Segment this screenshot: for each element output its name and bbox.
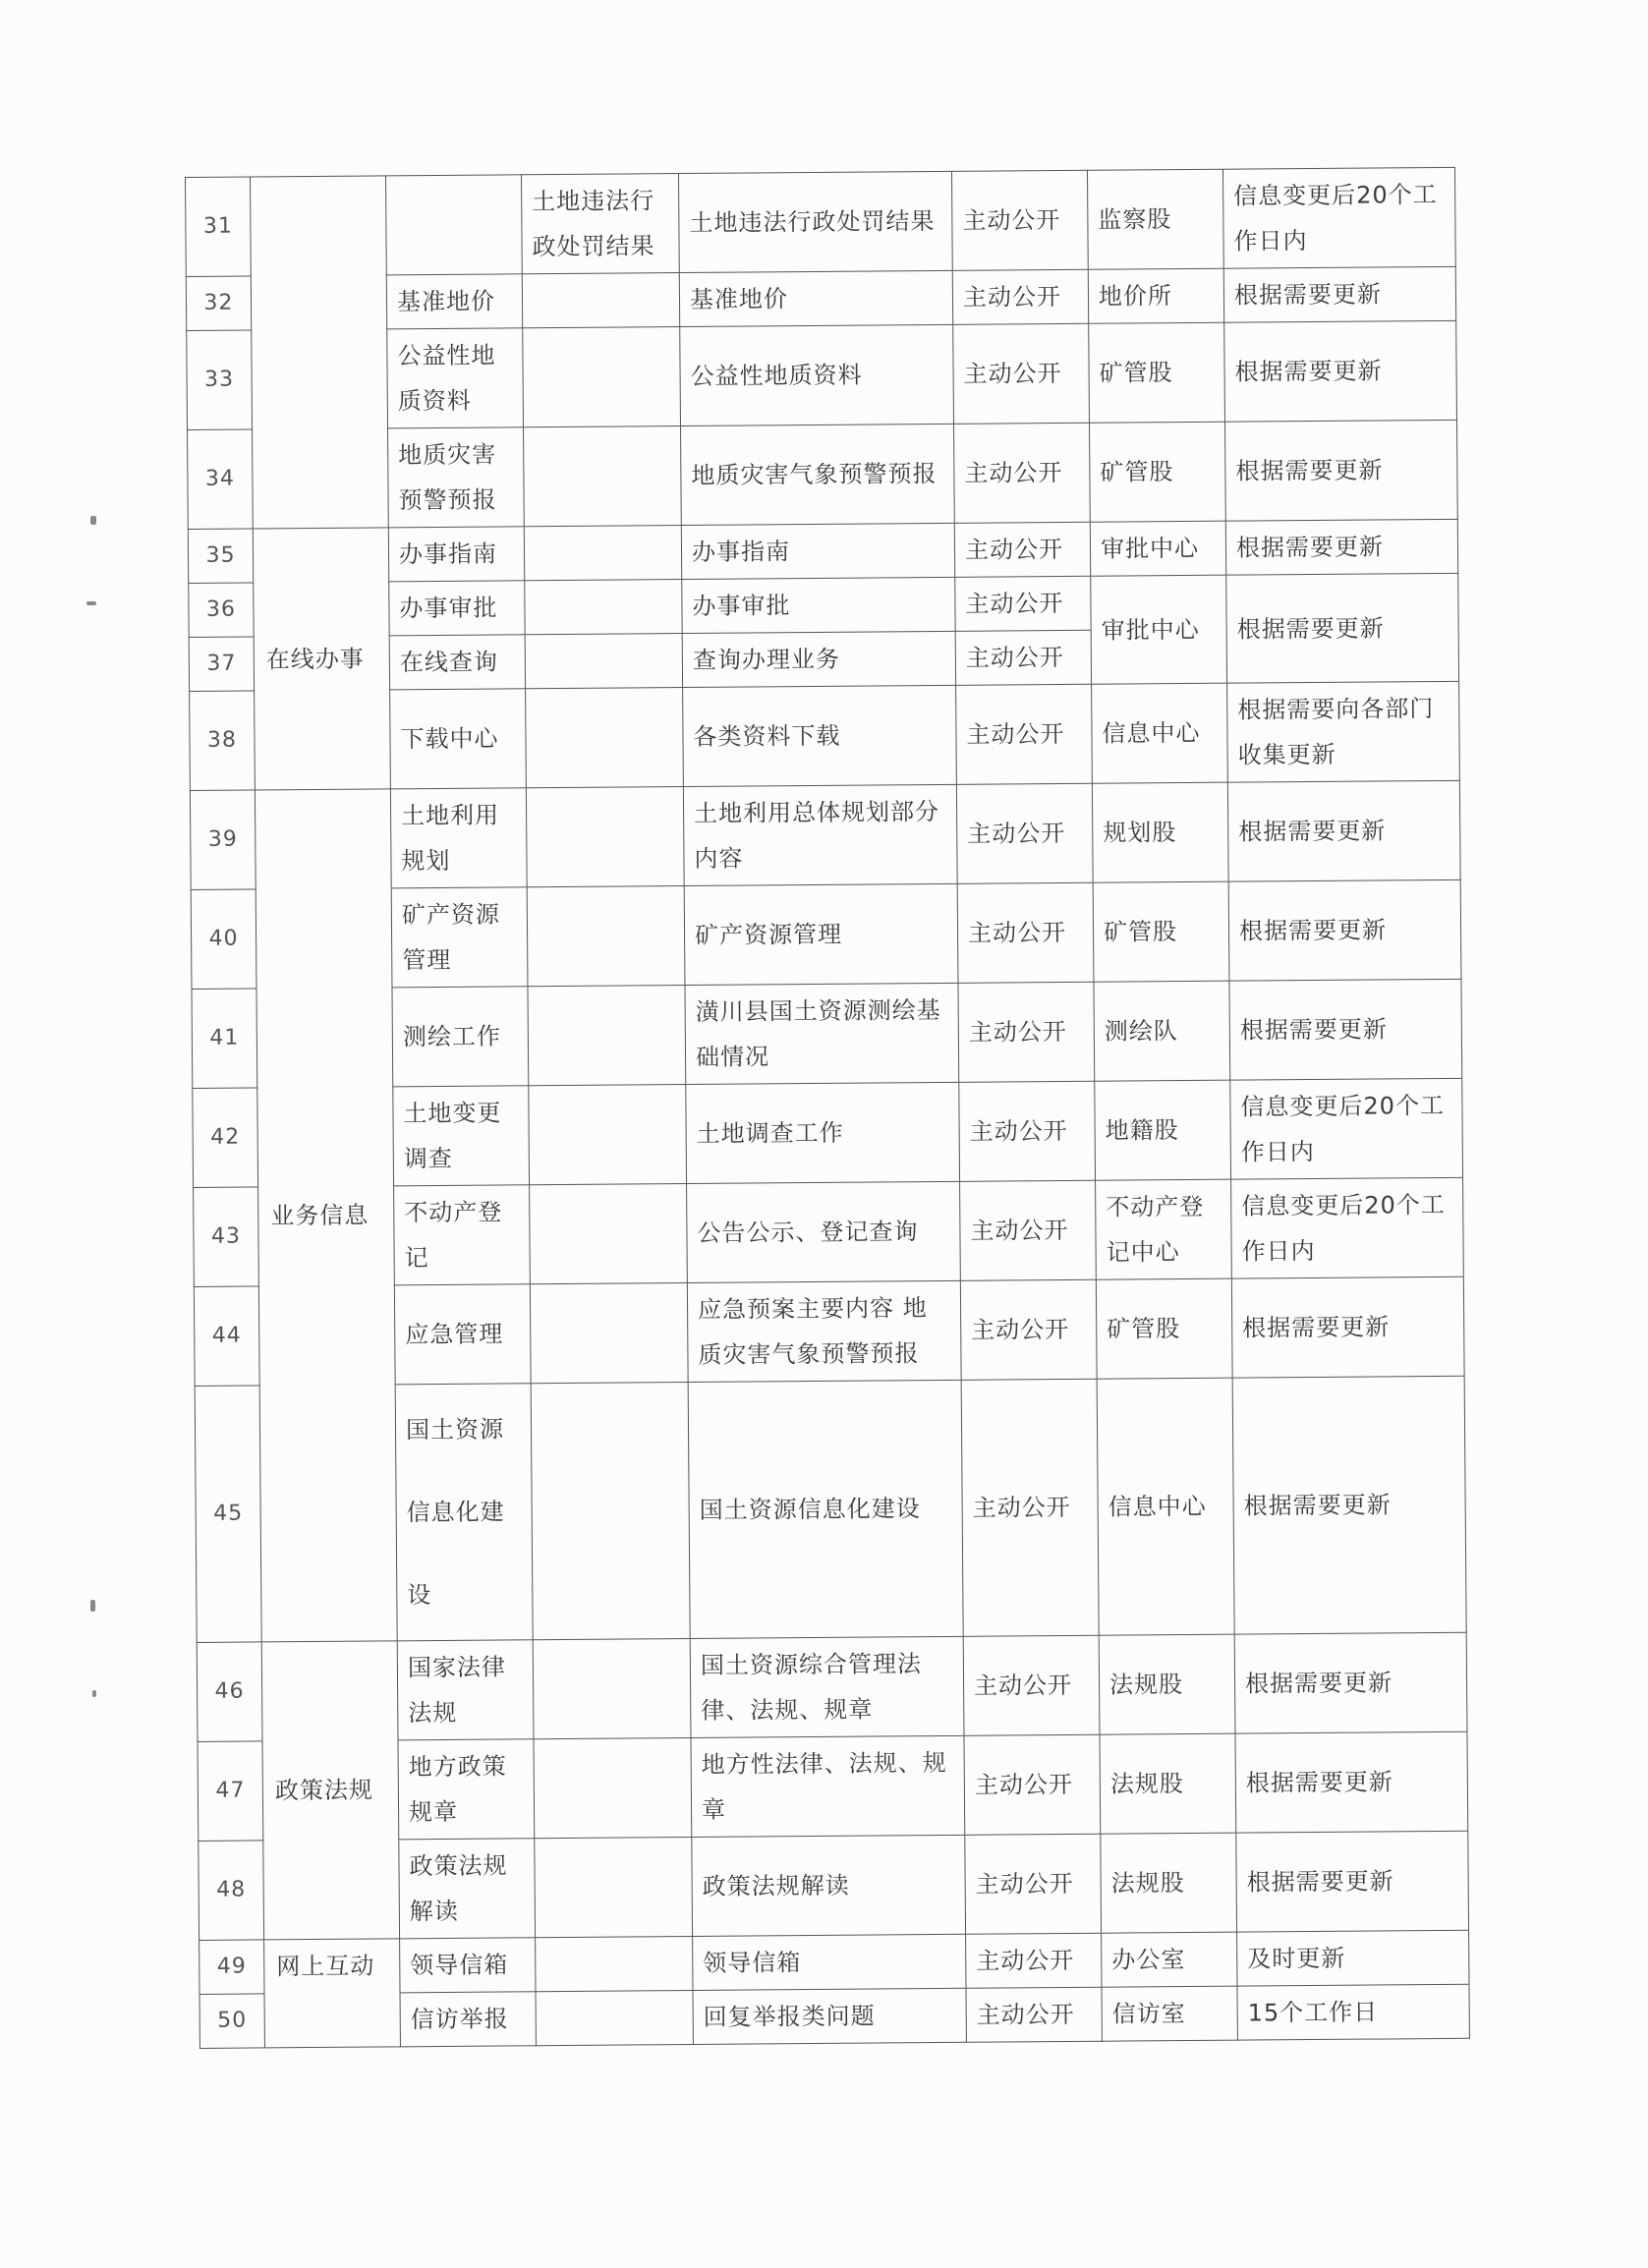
dept-cell: 地籍股 (1095, 1080, 1231, 1180)
dept-cell: 法规股 (1099, 1634, 1235, 1734)
content-cell: 国土资源信息化建设 (688, 1380, 963, 1638)
row-number: 43 (194, 1187, 259, 1287)
sub-item-cell (535, 1838, 693, 1938)
content-cell: 土地违法行政处罚结果 (678, 171, 952, 272)
sub-item-cell (529, 1085, 687, 1185)
row-number: 31 (186, 177, 252, 277)
content-cell: 办事审批 (682, 577, 955, 633)
time-cell: 根据需要更新 (1235, 1731, 1468, 1833)
content-cell: 土地利用总体规划部分内容 (683, 784, 957, 885)
row-number: 41 (192, 989, 257, 1089)
item-cell: 下载中心 (390, 689, 527, 789)
content-cell: 地质灾害气象预警预报 (681, 424, 955, 525)
item-cell: 领导信箱 (400, 1938, 536, 1993)
row-number: 46 (197, 1642, 262, 1742)
table-row (190, 780, 1460, 889)
mode-cell: 主动公开 (966, 1933, 1102, 1988)
sub-item-cell (530, 1184, 688, 1284)
row-number: 44 (194, 1286, 259, 1387)
dept-cell: 办公室 (1102, 1932, 1237, 1987)
mode-cell: 主动公开 (961, 1379, 1099, 1636)
content-cell: 领导信箱 (693, 1934, 966, 1990)
sub-item-cell (531, 1383, 690, 1640)
dept-cell: 信息中心 (1097, 1378, 1234, 1635)
time-cell: 根据需要更新 (1229, 979, 1462, 1080)
row-number: 33 (187, 330, 253, 430)
item-cell: 国土资源信息化建设 (395, 1384, 533, 1641)
time-cell: 根据需要更新 (1223, 266, 1455, 322)
content-cell: 各类资料下载 (683, 685, 957, 786)
mode-cell: 主动公开 (956, 783, 1093, 883)
dept-cell: 法规股 (1100, 1733, 1236, 1834)
item-cell: 政策法规解读 (399, 1839, 536, 1939)
row-number: 40 (191, 889, 256, 990)
time-cell: 信息变更后20个工作日内 (1222, 167, 1455, 268)
sub-item-cell (528, 986, 686, 1086)
mode-cell: 主动公开 (957, 882, 1094, 983)
dept-cell: 矿管股 (1089, 422, 1225, 522)
sub-item-cell (536, 1936, 693, 1991)
item-cell: 国家法律法规 (397, 1640, 534, 1740)
row-number: 45 (195, 1386, 261, 1643)
dept-cell: 审批中心 (1090, 521, 1225, 576)
row-number: 39 (190, 790, 256, 890)
category-policy: 政策法规 (261, 1641, 399, 1940)
time-cell: 根据需要更新 (1224, 420, 1457, 521)
mode-cell: 主动公开 (964, 1734, 1101, 1835)
mode-cell: 主动公开 (955, 630, 1091, 685)
content-cell: 回复举报类问题 (693, 1988, 966, 2044)
item-cell: 土地变更调查 (393, 1086, 530, 1186)
disclosure-table (185, 167, 1470, 2049)
time-cell: 及时更新 (1237, 1930, 1469, 1986)
sub-item-cell (524, 426, 682, 527)
mode-cell: 主动公开 (954, 522, 1090, 577)
mode-cell: 主动公开 (965, 1834, 1102, 1934)
row-number: 34 (188, 429, 254, 530)
item-cell: 基准地价 (386, 274, 522, 329)
time-cell: 根据需要更新 (1236, 1831, 1469, 1932)
mode-cell: 主动公开 (963, 1635, 1100, 1735)
row-number: 50 (199, 1994, 264, 2049)
sub-item-cell (530, 1283, 688, 1384)
content-cell: 潢川县国土资源测绘基础情况 (685, 983, 959, 1084)
item-cell: 地方政策规章 (398, 1739, 535, 1840)
content-cell: 矿产资源管理 (684, 883, 958, 985)
mode-cell: 主动公开 (952, 269, 1088, 324)
time-cell: 根据需要更新 (1225, 519, 1457, 575)
time-cell: 根据需要更新 (1224, 320, 1457, 422)
category-business: 业务信息 (255, 789, 397, 1642)
mode-cell: 主动公开 (958, 982, 1095, 1082)
mode-cell: 主动公开 (953, 423, 1090, 523)
sub-item-cell (526, 688, 684, 788)
row-number: 35 (188, 529, 253, 584)
item-cell (385, 175, 522, 275)
time-cell: 信息变更后20个工作日内 (1231, 1177, 1464, 1278)
time-cell: 根据需要向各部门收集更新 (1227, 681, 1460, 782)
mode-cell: 主动公开 (960, 1180, 1097, 1280)
dept-cell: 不动产登记中心 (1096, 1179, 1232, 1279)
item-cell: 在线查询 (389, 635, 525, 690)
scan-speck (90, 516, 96, 525)
mode-cell: 主动公开 (953, 323, 1090, 424)
sub-item-cell (536, 1990, 693, 2045)
sub-item-cell (526, 787, 684, 887)
content-cell: 查询办理业务 (682, 631, 955, 687)
content-cell: 公告公示、登记查询 (687, 1181, 961, 1282)
row-number: 49 (199, 1940, 264, 1995)
row-number: 36 (189, 583, 254, 638)
mode-cell: 主动公开 (966, 1987, 1102, 2042)
time-cell: 根据需要更新 (1227, 780, 1460, 881)
dept-cell: 规划股 (1092, 782, 1228, 882)
item-cell: 办事审批 (389, 581, 525, 636)
content-cell: 基准地价 (679, 270, 952, 326)
row-number: 32 (186, 276, 251, 331)
dept-cell: 地价所 (1088, 268, 1223, 323)
item-cell: 地质灾害预警预报 (388, 427, 525, 528)
dept-cell: 矿管股 (1089, 322, 1225, 423)
item-cell: 信访举报 (400, 1992, 536, 2047)
item-cell: 土地利用规划 (390, 788, 527, 888)
scan-speck (86, 601, 96, 605)
dept-cell: 法规股 (1101, 1833, 1237, 1933)
sub-item-cell (525, 580, 682, 635)
row-number: 42 (193, 1088, 258, 1188)
item-cell: 应急管理 (394, 1284, 531, 1385)
content-cell: 应急预案主要内容 地质灾害气象预警预报 (687, 1280, 961, 1382)
time-cell: 根据需要更新 (1226, 573, 1459, 683)
time-cell: 根据需要更新 (1234, 1632, 1467, 1733)
sub-item-cell (523, 327, 681, 427)
category-interaction: 网上互动 (264, 1939, 401, 2048)
sub-item-cell: 土地违法行政处罚结果 (521, 174, 679, 274)
mode-cell: 主动公开 (959, 1081, 1096, 1181)
dept-cell: 信访室 (1102, 1986, 1237, 2041)
dept-cell: 矿管股 (1096, 1278, 1232, 1379)
table-row (199, 1930, 1469, 1994)
mode-cell: 主动公开 (951, 170, 1088, 270)
row-number: 38 (190, 691, 256, 791)
sub-item-cell (533, 1639, 691, 1739)
item-cell: 矿产资源管理 (391, 887, 528, 988)
time-cell: 根据需要更新 (1232, 1376, 1466, 1634)
dept-cell: 测绘队 (1094, 981, 1230, 1081)
table-row (188, 519, 1457, 583)
sub-item-cell (534, 1738, 692, 1839)
item-cell: 公益性地质资料 (387, 328, 524, 428)
scan-speck (90, 1600, 95, 1612)
mode-cell: 主动公开 (955, 576, 1091, 631)
item-cell: 不动产登记 (394, 1185, 531, 1285)
content-cell: 公益性地质资料 (680, 324, 954, 425)
row-number: 48 (199, 1841, 264, 1941)
content-cell: 地方性法律、法规、规章 (691, 1735, 965, 1837)
dept-cell: 监察股 (1087, 169, 1223, 269)
time-cell: 信息变更后20个工作日内 (1230, 1078, 1463, 1179)
category-online: 在线办事 (253, 528, 390, 790)
time-cell: 15个工作日 (1237, 1984, 1469, 2040)
content-cell: 政策法规解读 (692, 1835, 966, 1936)
dept-cell: 矿管股 (1093, 881, 1229, 982)
content-cell: 土地调查工作 (686, 1082, 960, 1183)
mode-cell: 主动公开 (960, 1279, 1097, 1380)
row-number: 37 (189, 637, 254, 692)
sub-item-cell (522, 273, 679, 328)
item-cell: 办事指南 (388, 527, 524, 582)
sub-item-cell (524, 526, 681, 581)
time-cell: 根据需要更新 (1231, 1276, 1464, 1378)
table-row (186, 167, 1456, 276)
sub-item-cell (525, 634, 682, 689)
dept-cell: 审批中心 (1091, 575, 1227, 684)
sub-item-cell (527, 886, 685, 987)
content-cell: 办事指南 (681, 523, 954, 579)
table-row (197, 1632, 1467, 1741)
item-cell: 测绘工作 (392, 987, 529, 1087)
category-cell (251, 176, 389, 529)
content-cell: 国土资源综合管理法律、法规、规章 (690, 1636, 964, 1737)
dept-cell: 信息中心 (1092, 683, 1228, 783)
time-cell: 根据需要更新 (1228, 879, 1461, 981)
scan-speck (92, 1690, 96, 1697)
row-number: 47 (198, 1741, 263, 1842)
mode-cell: 主动公开 (956, 684, 1093, 784)
